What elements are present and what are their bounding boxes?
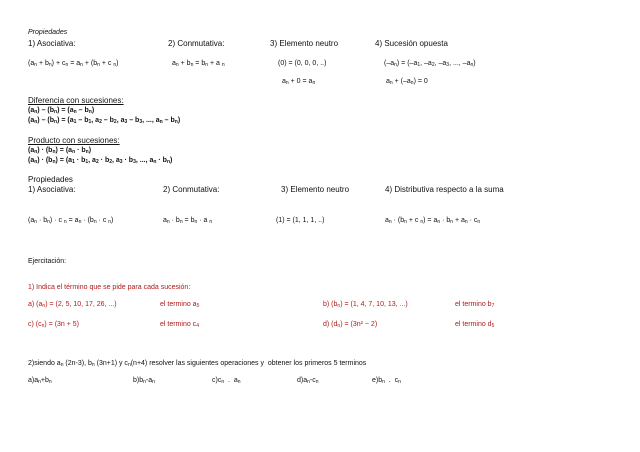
ejercitacion-title: Ejercitación: (28, 258, 67, 265)
exercise-1-prompt: 1) Indica el término que se pide para cada sucesión: (28, 284, 191, 291)
propiedades-title: Propiedades (28, 29, 68, 36)
neutro-formula-3: (1) = (1, 1, 1, ..) (276, 217, 325, 224)
producto-title: Producto con sucesiones: (28, 136, 120, 145)
distributiva-formula: $a_n \cdot (b_n + c$ $_n) = a_n \cdot b_n + a_n \cdot c_n$ (385, 217, 481, 225)
operation-e: $e)b_n$ . $c_n$ (372, 377, 401, 385)
opuesta-formula: $(-a_n) = (-a_1$, $-a_2$, $-a_3$, ..., $-a_n$) (384, 60, 476, 68)
conmutativa-formula-2: $a_n \cdot b_n = b_n \cdot a$ $_n$ (163, 217, 213, 225)
producto-line-1: $(a_n) \cdot (b_n) = (a_n \cdot b_n)$ (28, 147, 92, 155)
asociativa-formula: $(a_n + b_n) + c_n = a_n + (b_n + c$ $_n$) (28, 60, 119, 68)
asociativa-heading: 1) Asociativa: (28, 39, 76, 48)
distributiva-heading: 4) Distributiva respecto a la suma (385, 185, 504, 194)
diferencia-line-1: $(a_n) - (b_n) = (a_n - b_n)$ (28, 107, 95, 115)
opuesta-formula-2: $a_n + (-a_n) = 0$ (386, 78, 428, 86)
elemento-neutro-heading: 3) Elemento neutro (270, 39, 339, 48)
operation-d: $d)a_n-c_n$ (297, 377, 319, 385)
exercise-a-sequence: a) $(a_n) = (2$, 5, 10, 17, 26, ...) (28, 301, 117, 309)
elemento-neutro-heading-2: 3) Elemento neutro (281, 185, 350, 194)
exercise-c-sequence: c) $(c_n) = (3n + 5)$ (28, 321, 80, 329)
conmutativa-formula: $a_n + b_n = b_n + a$ $_n$ (172, 60, 225, 68)
conmutativa-heading: 2) Conmutativa: (168, 39, 225, 48)
conmutativa-heading-2: 2) Conmutativa: (163, 185, 220, 194)
neutro-formula-2: $a_n + 0 = a_n$ (282, 78, 316, 86)
sucesion-opuesta-heading: 4) Sucesión opuesta (375, 39, 448, 48)
diferencia-line-2: $(a_n) - (b_n) = (a_1 - b_1$, $a_2 - b_2$, $a_3 - b_3$, ..., $a_n - b_n$) (28, 117, 181, 125)
diferencia-title: Diferencia con sucesiones: (28, 96, 124, 105)
exercise-c-term: el termino $c_4$ (160, 321, 199, 329)
exercise-d-term: el termino $d_5$ (455, 321, 495, 329)
operation-a: $a)a_n+b_n$ (28, 377, 52, 385)
operation-b: $b)b_n-a_n$ (133, 377, 155, 385)
exercise-2-prompt: 2)siendo $a_n$ (2n-3), $b_n$ (3n+1) y $c_n(n+4)$ resolver las siguientes operaciones y obtener los primeros 5 terminos (28, 360, 367, 368)
producto-line-2: $(a_n) \cdot (b_n) = (a_1 \cdot b_1$, $a_2 \cdot b_2$, $a_3 \cdot b_3$, ..., $a_n \cdot b_n$) (28, 157, 173, 165)
exercise-d-sequence: d) $(d_n) = (3n^2 - 2)$ (323, 321, 378, 329)
exercise-b-sequence: b) $(b_n) = (1$, 4, 7, 10, 13, ...) (323, 301, 408, 309)
neutro-formula: (0) = (0, 0, 0, ..) (278, 60, 327, 67)
operation-c: $c)c_n$ . $a_n$ (212, 377, 241, 385)
asociativa-formula-2: $(a_n \cdot b_n) \cdot c$ $_n = a_n \cdot (b_n \cdot c$ $_n$) (28, 217, 114, 225)
propiedades-title-2: Propiedades (28, 175, 73, 184)
asociativa-heading-2: 1) Asociativa: (28, 185, 76, 194)
exercise-b-term: el termino $b_7$ (455, 301, 495, 309)
exercise-a-term: el termino $a_5$ (160, 301, 200, 309)
